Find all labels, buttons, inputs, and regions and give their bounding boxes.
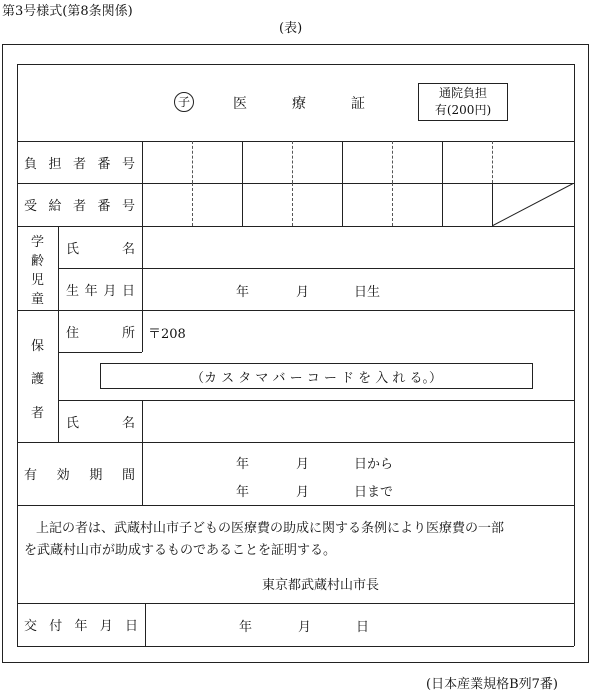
child-symbol: 子 xyxy=(174,92,194,112)
birth-month: 月 xyxy=(296,285,310,300)
validity-to-day: 日まで xyxy=(354,485,394,500)
validity-to-month: 月 xyxy=(296,485,310,500)
issue-year: 年 xyxy=(239,620,253,635)
validity-from-year: 年 xyxy=(236,457,250,472)
certification-line2: を武蔵村山市が助成するものであることを証明する。 xyxy=(24,543,337,558)
validity-label: 有 効 期 間 xyxy=(24,468,135,483)
guardian-name-label: 氏 名 xyxy=(66,415,135,431)
title-char: 医 xyxy=(233,96,247,112)
certification-line1: 上記の者は、武蔵村山市子どもの医療費の助成に関する条例により医療費の一部 xyxy=(36,521,505,536)
student-label: 学 齢 児 童 xyxy=(30,235,44,307)
postal-code: 〒208 xyxy=(148,327,186,342)
barcode-box xyxy=(100,363,533,389)
guardian-label: 保 護 者 xyxy=(30,339,44,421)
fee-box xyxy=(418,83,508,121)
barcode-placeholder: （カ ス タ マ バ ー コ ー ド を 入 れ る。） xyxy=(190,370,443,386)
issue-month: 月 xyxy=(298,620,312,635)
issue-day: 日 xyxy=(356,620,370,635)
issuer: 東京都武蔵村山市長 xyxy=(262,578,380,593)
side-indicator: (表) xyxy=(279,21,303,36)
fee-line2: 有(200円) xyxy=(434,103,492,117)
title-char: 療 xyxy=(292,96,306,112)
form-number: 第3号様式(第8条関係) xyxy=(2,4,133,19)
validity-to-year: 年 xyxy=(236,485,250,500)
payer-number-label: 負 担 者 番 号 xyxy=(24,156,135,172)
paper-size-note: (日本産業規格B列7番) xyxy=(426,677,558,692)
address-label: 住 所 xyxy=(66,325,135,341)
strike-diagonal xyxy=(492,183,574,226)
birth-day: 日生 xyxy=(354,285,381,300)
birth-date-label: 生 年 月 日 xyxy=(66,283,135,299)
recipient-number-label: 受 給 者 番 号 xyxy=(24,199,135,214)
birth-year: 年 xyxy=(236,285,250,300)
student-name-label: 氏 名 xyxy=(66,241,135,257)
issue-date-label: 交 付 年 月 日 xyxy=(24,619,138,634)
validity-from-month: 月 xyxy=(296,457,310,472)
outer-border xyxy=(2,44,589,663)
validity-from-day: 日から xyxy=(354,457,394,472)
fee-line1: 通院負担 xyxy=(438,86,487,100)
title-char: 証 xyxy=(351,96,365,112)
